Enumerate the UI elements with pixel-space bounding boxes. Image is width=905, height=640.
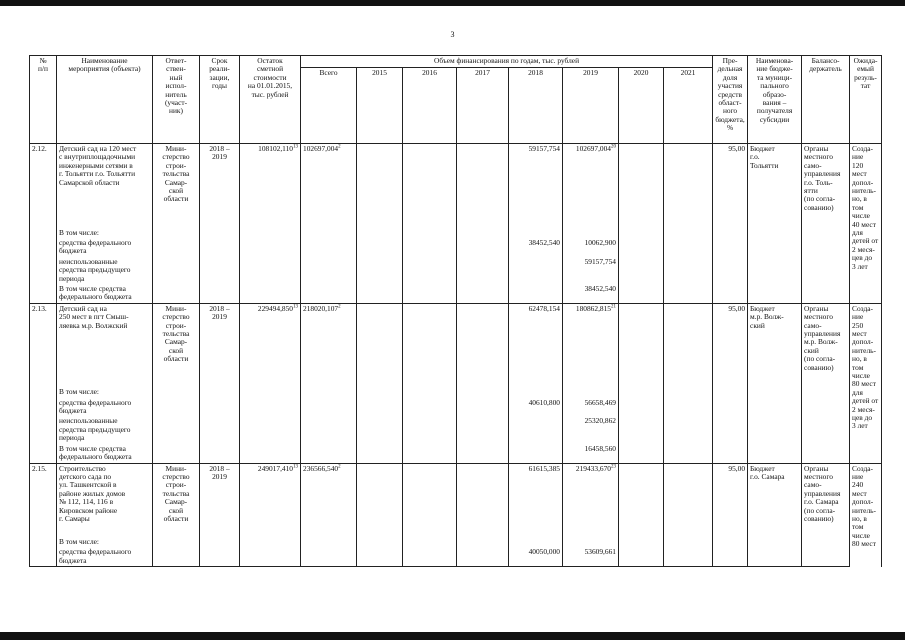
header-total: Всего xyxy=(301,68,357,144)
header-year-2016: 2016 xyxy=(403,68,457,144)
header-responsible: Ответ- ствен- ный испол- нитель (участ- ник) xyxy=(153,56,200,144)
header-year-2019: 2019 xyxy=(563,68,619,144)
sub-2019: 16458,560 xyxy=(563,444,619,463)
table-row xyxy=(30,444,882,463)
header-year-2020: 2020 xyxy=(619,68,664,144)
header-funding: Объем финансирования по годам, тыс. рублей xyxy=(301,56,713,68)
financing-table xyxy=(29,55,882,567)
header-term: Срок реали- зации, годы xyxy=(200,56,240,144)
row-total: 218020,107$^2$ xyxy=(301,303,357,387)
row-share: 95,00 xyxy=(713,144,748,228)
sub-label: средства федерального бюджета xyxy=(57,547,153,566)
row-responsible: Мини- стерство строи- тельства Самар- ской области xyxy=(153,144,200,228)
row-remainder: 108102,110$^{13}$ xyxy=(240,144,301,228)
row-2018: 59157,754 xyxy=(509,144,563,228)
sub-2018: 40610,800 xyxy=(509,398,563,417)
row-term: 2018 – 2019 xyxy=(200,144,240,228)
sub-label: В том числе: xyxy=(57,387,153,397)
row-holder: Органы местного само- управления г.о. Самара (по согла- сованию) xyxy=(802,463,850,537)
row-remainder: 229494,850$^{13}$ xyxy=(240,303,301,387)
header-year-2021: 2021 xyxy=(664,68,713,144)
sub-label: неиспользованные средства предыдущего периода xyxy=(57,257,153,284)
table-row xyxy=(30,547,882,566)
table-row xyxy=(30,257,882,284)
header-name: Наименование мероприятия (объекта) xyxy=(57,56,153,144)
table-row xyxy=(30,284,882,303)
row-total: 102697,004$^2$ xyxy=(301,144,357,228)
header-year-2017: 2017 xyxy=(457,68,509,144)
row-2018: 62478,154 xyxy=(509,303,563,387)
row-name: Детский сад на 250 мест в пгт Смыш- ляевка м.р. Волжский xyxy=(57,303,153,387)
table-row xyxy=(30,238,882,257)
sub-label: В том числе средства федерального бюджета xyxy=(57,284,153,303)
sub-label: В том числе: xyxy=(57,228,153,238)
row-2019: 102697,004$^{20}$ xyxy=(563,144,619,228)
header-remainder: Остаток сметной стоимости на 01.01.2015, тыс. рублей xyxy=(240,56,301,144)
sub-label: В том числе: xyxy=(57,537,153,547)
top-border-bar xyxy=(0,0,905,6)
row-share: 95,00 xyxy=(713,463,748,537)
header-budget: Наименова- ние бюдже- та муници- пального образо- вания – получателя субсидии xyxy=(748,56,802,144)
row-result: Созда- ние 250 мест допол- нитель- но, в том числе 80 мест для детей от 2 меся- цев до 3 лет xyxy=(850,303,882,463)
row-term: 2018 – 2019 xyxy=(200,303,240,387)
row-holder: Органы местного само- управления м.р. Волж- ский (по согла- сованию) xyxy=(802,303,850,387)
sub-2019: 59157,754 xyxy=(563,257,619,284)
sub-2019: 25320,862 xyxy=(563,416,619,443)
table-row xyxy=(30,398,882,417)
row-responsible: Мини- стерство строи- тельства Самар- ской области xyxy=(153,463,200,537)
sub-2018: 40050,000 xyxy=(509,547,563,566)
sub-2019: 38452,540 xyxy=(563,284,619,303)
sub-2019: 56658,469 xyxy=(563,398,619,417)
table-row xyxy=(30,537,882,547)
row-result: Созда- ние 120 мест допол- нитель- но, в том числе 40 мест для детей от 2 меся- цев до 3 лет xyxy=(850,144,882,304)
row-2018: 61615,385 xyxy=(509,463,563,537)
table-row xyxy=(30,144,882,228)
row-share: 95,00 xyxy=(713,303,748,387)
table-row xyxy=(30,463,882,537)
row-result: Созда- ние 240 мест допол- нитель- но, в том числе 80 мест xyxy=(850,463,882,567)
row-term: 2018 – 2019 xyxy=(200,463,240,537)
row-num: 2.15. xyxy=(30,463,57,537)
header-num: № п/п xyxy=(30,56,57,144)
table-row xyxy=(30,303,882,387)
sub-2018: 38452,540 xyxy=(509,238,563,257)
sub-label: неиспользованные средства предыдущего периода xyxy=(57,416,153,443)
sub-2019: 53609,661 xyxy=(563,547,619,566)
header-year-2018: 2018 xyxy=(509,68,563,144)
sub-label: средства федерального бюджета xyxy=(57,398,153,417)
row-responsible: Мини- стерство строи- тельства Самар- ской области xyxy=(153,303,200,387)
row-name: Строительство детского сада по ул. Ташкентской в районе жилых домов № 112, 114, 116 в Кировском районе г. Самары xyxy=(57,463,153,537)
table-row xyxy=(30,387,882,397)
header-share: Пре- дельная доля участия средств област- ного бюджета, % xyxy=(713,56,748,144)
page-number: 3 xyxy=(450,30,455,39)
sub-2019: 10062,900 xyxy=(563,238,619,257)
row-name: Детский сад на 120 мест с внутриплощадочными инженерными сетями в г. Тольятти г.о. Тольятти Самарской области xyxy=(57,144,153,228)
sub-label: средства федерального бюджета xyxy=(57,238,153,257)
header-result: Ожида- емый резуль- тат xyxy=(850,56,882,144)
header-year-2015: 2015 xyxy=(357,68,403,144)
bottom-border-bar xyxy=(0,632,905,640)
row-total: 236566,540$^2$ xyxy=(301,463,357,537)
row-2019: 180862,815$^{21}$ xyxy=(563,303,619,387)
row-num: 2.12. xyxy=(30,144,57,228)
sub-label: В том числе средства федерального бюджета xyxy=(57,444,153,463)
row-2019: 219433,670$^{23}$ xyxy=(563,463,619,537)
table-row xyxy=(30,416,882,443)
row-num: 2.13. xyxy=(30,303,57,387)
row-remainder: 249017,410$^{13}$ xyxy=(240,463,301,537)
row-budget: Бюджет г.о. Тольятти xyxy=(748,144,802,228)
row-holder: Органы местного само- управления г.о. Толь- ятти (по согла- сованию) xyxy=(802,144,850,228)
header-holder: Балансо- держатель xyxy=(802,56,850,144)
table-row xyxy=(30,228,882,238)
row-budget: Бюджет г.о. Самара xyxy=(748,463,802,537)
row-budget: Бюджет м.р. Волж- ский xyxy=(748,303,802,387)
